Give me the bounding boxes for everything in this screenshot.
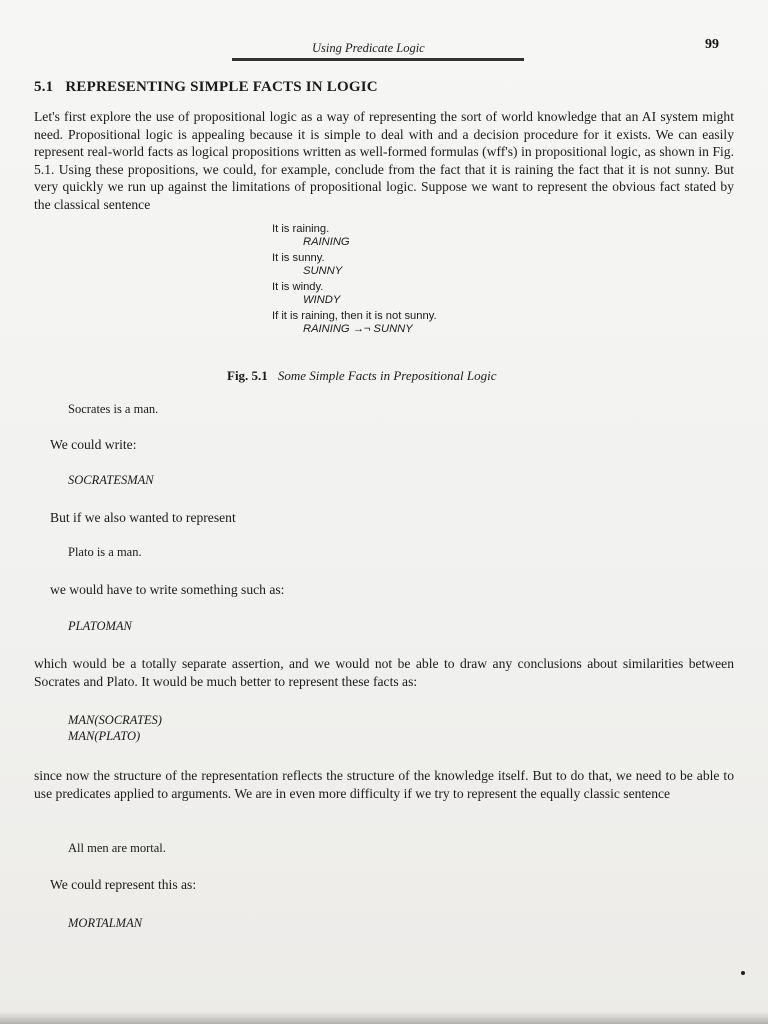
- intro-paragraph: Let's first explore the use of propositional logic as a way of representing the sort of world knowledge that an AI system might need. Propositional logic is appealing because it is simple to deal with and a decision procedure for it exists. We can easily represent real-world facts as logical propositions written as well-formed formulas (wff's) in propositional logic, as shown in Fig. 5.1. Using these propositions, we could, for example, conclude from the fact that it is raining the fact that it is not sunny. But very quickly we run up against the limitations of propositional logic. Suppose we want to represent the obvious fact stated by the classical sentence: [34, 109, 734, 212]
- section-heading: [34, 79, 378, 96]
- example-man-plato: MAN(PLATO): [68, 729, 141, 743]
- fig-sentence-4: If it is raining, then it is not sunny.: [272, 310, 437, 322]
- fig-symbol-3: WINDY: [303, 293, 341, 306]
- fig-sentence-2: It is sunny.: [272, 252, 325, 264]
- page-number: 99: [705, 37, 719, 52]
- figure-5-1: [272, 223, 532, 335]
- example-platoman: PLATOMAN: [68, 619, 132, 633]
- we-could-represent-text: We could represent this as:: [50, 877, 197, 892]
- header-rule: [232, 58, 524, 61]
- ink-speck: [741, 971, 745, 975]
- but-if-text: But if we also wanted to represent: [50, 510, 236, 525]
- fig-symbol-4: RAINING →¬ SUNNY: [303, 322, 413, 335]
- section-title: REPRESENTING SIMPLE FACTS IN LOGIC: [65, 79, 378, 95]
- example-socrates: Socrates is a man.: [68, 402, 159, 416]
- fig-symbol-2: SUNNY: [303, 264, 343, 277]
- fig-sentence-3: It is windy.: [272, 281, 324, 293]
- running-header-title: Using Predicate Logic: [312, 41, 425, 55]
- predicate-examples: [68, 712, 162, 744]
- section-number: 5.1: [34, 79, 54, 95]
- page-edge-shadow: [0, 1012, 768, 1024]
- we-would-have-text: we would have to write something such as:: [50, 582, 285, 597]
- fig-symbol-1: RAINING: [303, 235, 350, 248]
- which-paragraph: which would be a totally separate assertion, and we would not be able to draw any conclusions about similarities between Socrates and Plato. It would be much better to represent these facts as:: [34, 656, 734, 689]
- fig-sentence-1: It is raining.: [272, 223, 330, 235]
- figure-caption-text: Some Simple Facts in Prepositional Logic: [277, 368, 497, 383]
- example-socratesman: SOCRATESMAN: [68, 473, 154, 487]
- since-paragraph: since now the structure of the representation reflects the structure of the knowledge itself. But to do that, we need to be able to use predicates applied to arguments. We are in even more difficulty if we try to represent the equally classic sentence: [34, 768, 734, 801]
- example-all-men: All men are mortal.: [68, 841, 166, 855]
- example-man-socrates: MAN(SOCRATES): [68, 713, 162, 727]
- figure-caption-label: Fig. 5.1: [227, 368, 268, 383]
- example-plato: Plato is a man.: [68, 545, 142, 559]
- example-mortalman: MORTALMAN: [68, 916, 143, 930]
- figure-caption: [227, 368, 497, 384]
- we-could-write: We could write:: [50, 437, 137, 452]
